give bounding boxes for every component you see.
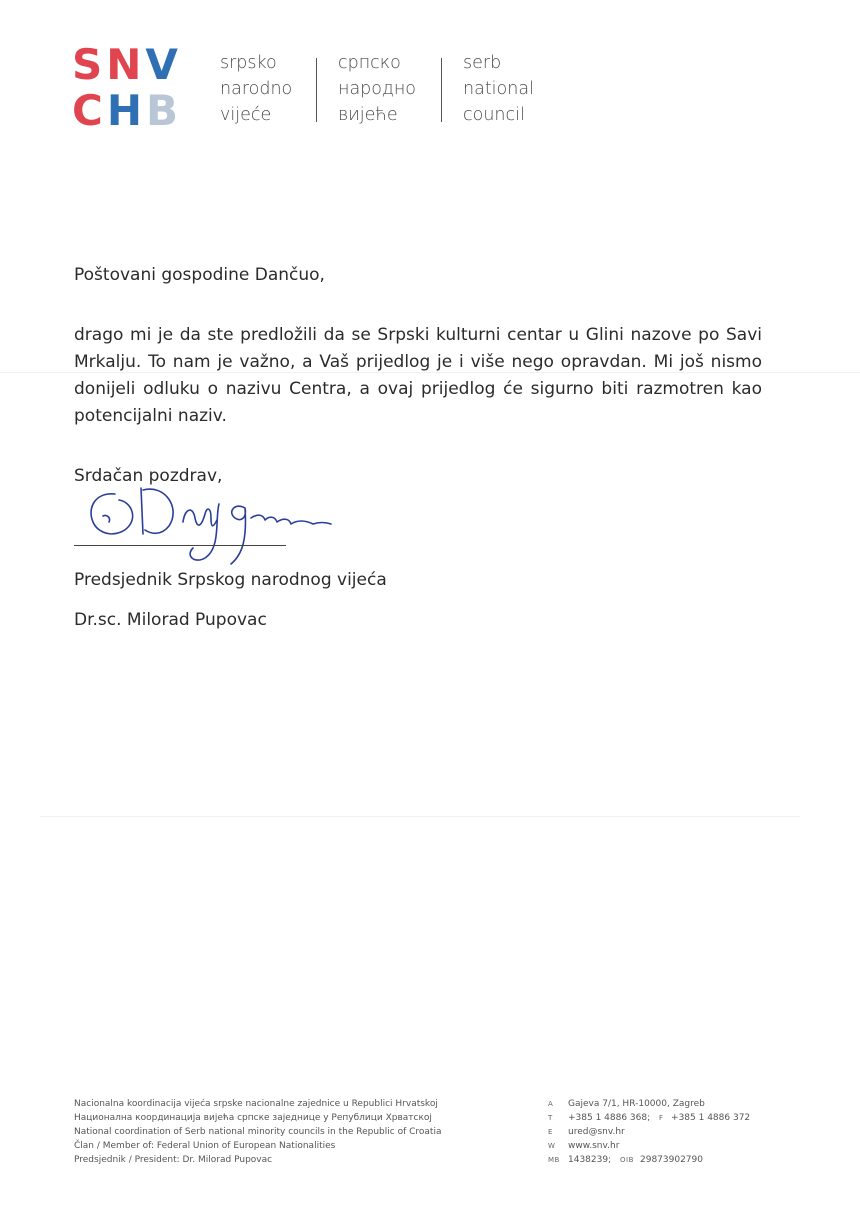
- footer-line: Национална координација вијећа српске заједнице у Републици Хрватској: [74, 1113, 432, 1123]
- signer-name: Dr.sc. Milorad Pupovac: [74, 610, 267, 630]
- phone-value: +385 1 4886 368;: [568, 1113, 651, 1123]
- oib-label: OIB: [620, 1156, 634, 1164]
- logo-letter: C: [72, 86, 107, 135]
- org-name-english: [463, 50, 534, 128]
- logo-letter: S: [72, 40, 107, 89]
- org-name-line: council: [463, 105, 525, 125]
- web-label: W: [548, 1142, 556, 1150]
- address-label: A: [548, 1100, 554, 1108]
- footer-address: [548, 1097, 750, 1111]
- logo-letter: V: [145, 40, 182, 89]
- signer-title: Predsjednik Srpskog narodnog vijeća: [74, 570, 387, 590]
- org-name-line: narodno: [220, 79, 293, 99]
- logo-letter: N: [106, 40, 146, 89]
- footer-organization-info: [74, 1097, 441, 1167]
- org-name-line: national: [463, 79, 534, 99]
- footer-web: [548, 1139, 750, 1153]
- snv-logo: [72, 40, 192, 135]
- footer-line: Predsjednik / President: Dr. Milorad Pupovac: [74, 1155, 273, 1165]
- footer-contact-info: [548, 1097, 750, 1167]
- mb-value: 1438239;: [568, 1155, 612, 1165]
- org-name-cyrillic: [338, 50, 416, 128]
- org-name-line: српско: [338, 53, 401, 73]
- footer-line: National coordination of Serb national minority councils in the Republic of Croatia: [74, 1127, 442, 1137]
- footer-line: Nacionalna koordinacija vijeća srpske nacionalne zajednice u Republici Hrvatskoj: [74, 1099, 438, 1109]
- logo-letter: B: [145, 86, 182, 135]
- fax-label: F: [659, 1114, 664, 1122]
- web-value: www.snv.hr: [568, 1141, 620, 1151]
- org-name-latin: [220, 50, 292, 128]
- footer-email: [548, 1125, 750, 1139]
- org-name-line: srpsko: [220, 53, 277, 73]
- logo-row-chb: [72, 86, 182, 135]
- handwritten-signature: [85, 478, 335, 568]
- letter-body: drago mi je da ste predložili da se Srpski kulturni centar u Glini nazove po Savi Mrkalju. To nam je važno, a Vaš prijedlog je i više nego opravdan. Mi još nismo donijeli odluku o nazivu Centra, a ovaj prijedlog će sigurno biti razmotren kao potencijalni naziv.: [74, 325, 762, 426]
- org-name-line: serb: [463, 53, 502, 73]
- signature-line: [74, 545, 286, 546]
- logo-letter: H: [106, 86, 146, 135]
- header-divider: [316, 58, 317, 122]
- salutation: Poštovani gospodine Dančuo,: [74, 265, 325, 285]
- org-name-line: вијеће: [338, 105, 398, 125]
- footer-line: Član / Member of: Federal Union of European Nationalities: [74, 1141, 336, 1151]
- address-value: Gajeva 7/1, HR-10000, Zagreb: [568, 1099, 705, 1109]
- scan-artifact: [40, 816, 800, 817]
- footer-phone-fax: [548, 1111, 750, 1125]
- mb-label: MB: [548, 1156, 560, 1164]
- logo-row-snv: [72, 40, 182, 89]
- fax-value: +385 1 4886 372: [671, 1113, 751, 1123]
- org-name-line: vijeće: [220, 105, 272, 125]
- header-divider: [441, 58, 442, 122]
- email-value: ured@snv.hr: [568, 1127, 625, 1137]
- email-label: E: [548, 1128, 553, 1136]
- org-name-line: народно: [338, 79, 416, 99]
- phone-label: T: [548, 1114, 553, 1122]
- closing: Srdačan pozdrav,: [74, 466, 223, 486]
- footer-registration: [548, 1153, 750, 1167]
- oib-value: 29873902790: [640, 1155, 703, 1165]
